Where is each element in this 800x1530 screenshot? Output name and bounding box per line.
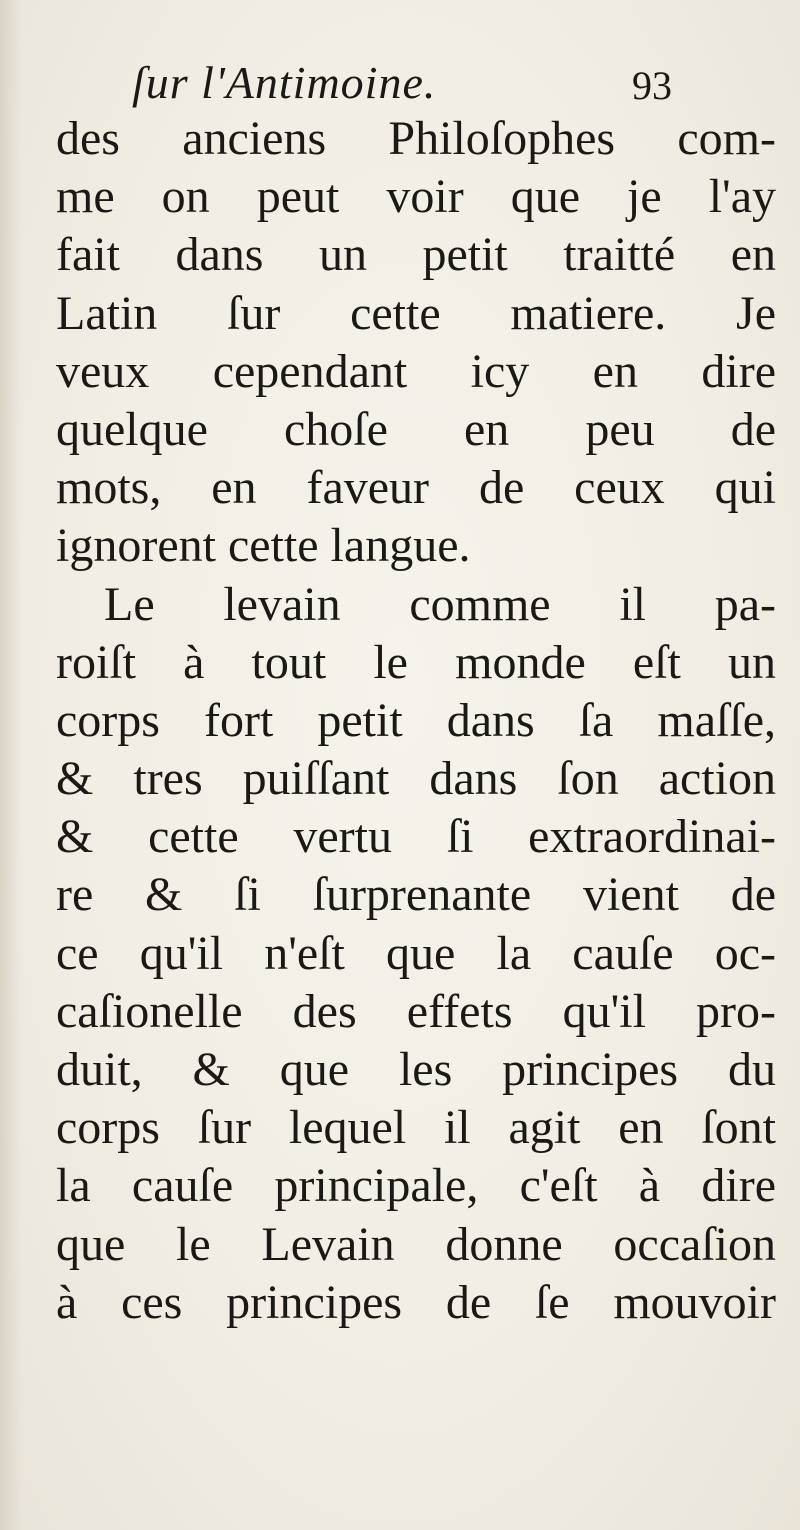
text-line: des anciens Philoſophes com- [56, 112, 776, 165]
text-line: re & ſi ſurprenante vient de [56, 868, 776, 922]
text-line: & tres puiſſant dans ſon action [56, 752, 776, 806]
page-number: 93 [632, 63, 672, 108]
text-line: corps fort petit dans ſa maſſe, [56, 693, 776, 747]
text-line: à ces principes de ſe mouvoir [56, 1275, 776, 1329]
running-title: ſur l'Antimoine. [132, 57, 437, 108]
text-line: & cette vertu ſi extraordinai- [56, 810, 776, 864]
text-line: corps ſur lequel il agit en ſont [56, 1101, 776, 1155]
text-line-paragraph-start: Le levain comme il pa- [104, 577, 776, 631]
running-head [132, 48, 672, 108]
text-line: caſionelle des effets qu'il pro- [56, 984, 776, 1038]
text-line: duit, & que les principes du [56, 1043, 776, 1096]
text-line: quelque choſe en peu de [56, 402, 776, 456]
text-line: la cauſe principale, c'eſt à dire [56, 1159, 776, 1213]
text-line: fait dans un petit traitté en [56, 228, 776, 282]
text-line: Latin ſur cette matiere. Je [56, 286, 776, 340]
text-line: veux cependant icy en dire [56, 344, 776, 398]
text-line: roiſt à tout le monde eſt un [56, 635, 776, 689]
text-line: que le Levain donne occaſion [56, 1217, 776, 1271]
body-text [56, 110, 776, 1332]
text-line: ignorent cette langue. [56, 519, 471, 573]
text-line: me on peut voir que je l'ay [56, 170, 776, 224]
text-line: ce qu'il n'eſt que la cauſe oc- [56, 926, 776, 980]
binding-shadow [0, 0, 22, 1530]
text-line: mots, en faveur de ceux qui [56, 461, 776, 515]
